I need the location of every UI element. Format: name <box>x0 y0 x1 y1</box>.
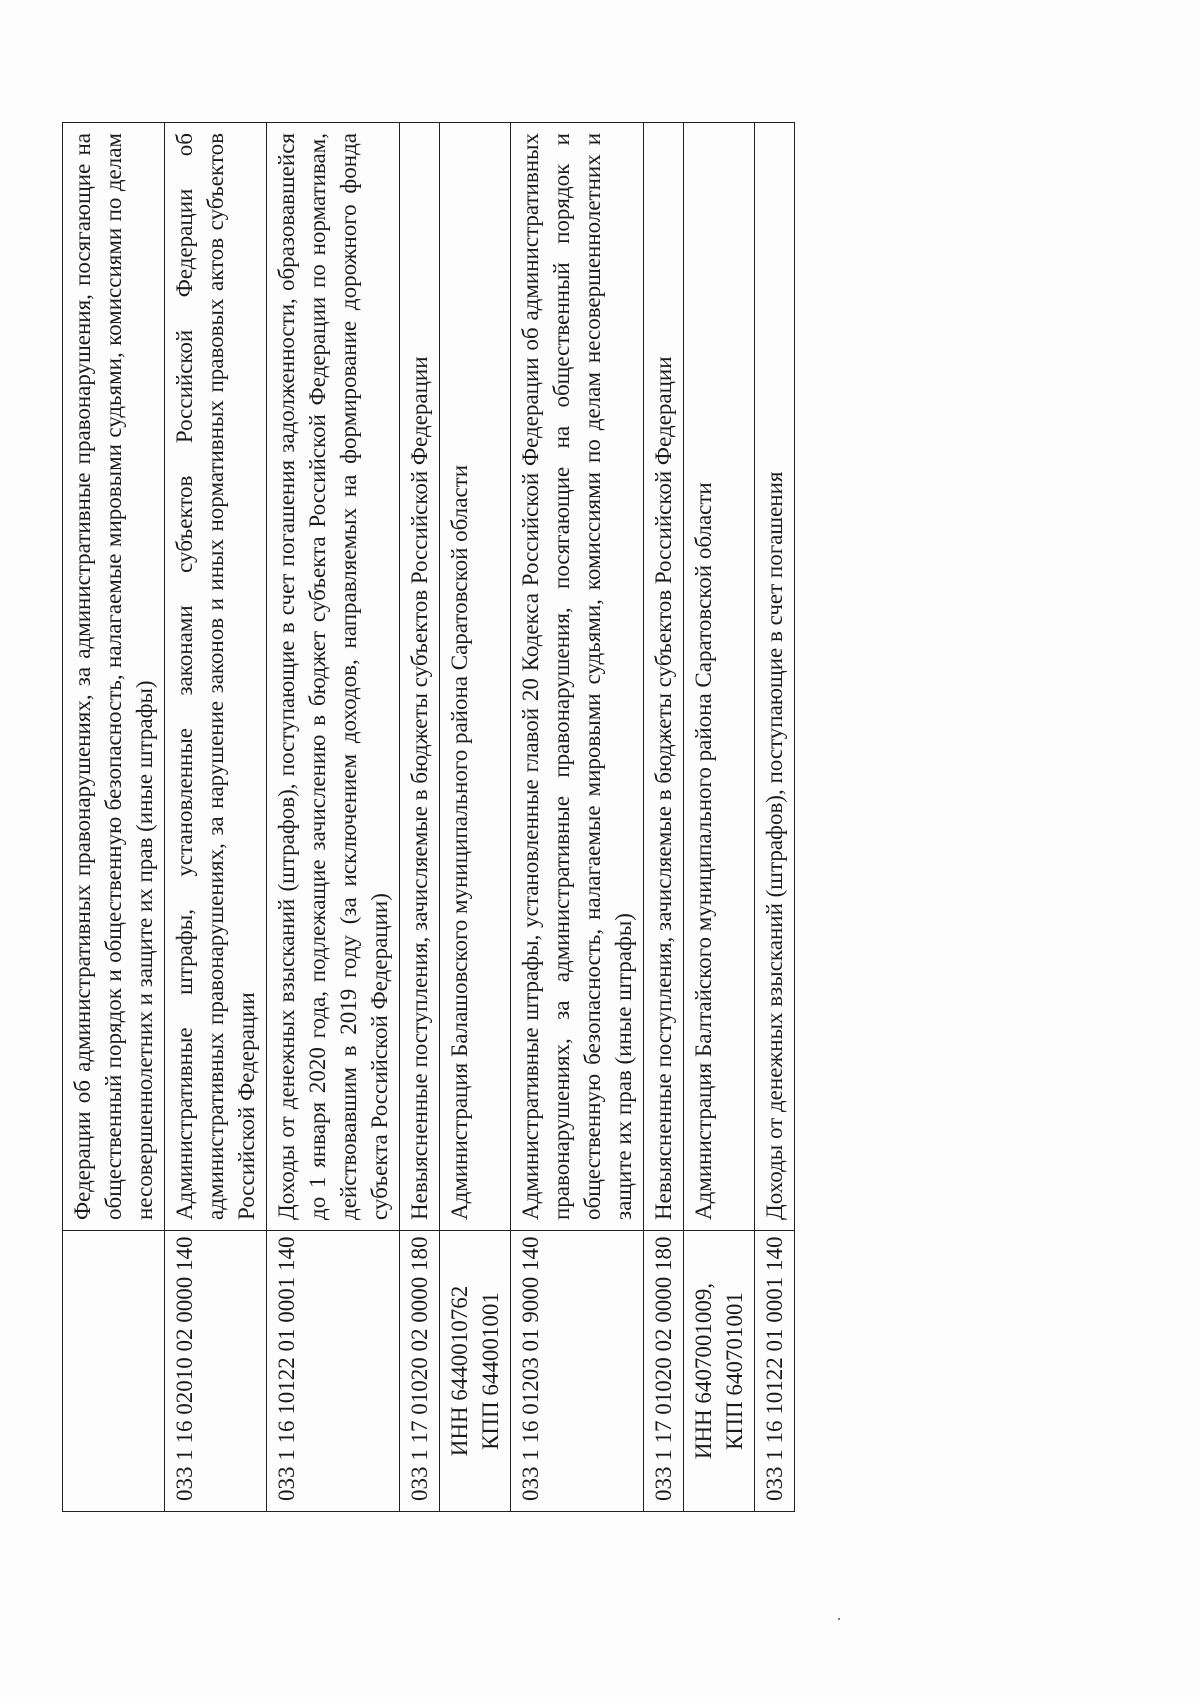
organization-row <box>684 123 755 1512</box>
code-cell: 033 1 17 01020 02 0000 180 <box>400 1231 440 1512</box>
kpp-line: КПП 640701001 <box>722 1292 747 1450</box>
description-cell: Доходы от денежных взысканий (штрафов), поступающие в счет погашения задолженности, образовавшейся до 1 января 2020 года, подлежащие зачислению в бюджет субъекта Российской Федерации по нормативам, действовавшим в 2019 году (за исключением доходов, направляемых на формирование дорожного фонда субъекта Российской Федерации) <box>267 123 400 1231</box>
organization-row <box>440 123 511 1512</box>
code-cell: 033 1 16 02010 02 0000 140 <box>165 1231 267 1512</box>
table-row <box>63 123 165 1512</box>
organization-name: Администрация Балашовского муниципального района Саратовской области <box>440 123 511 1231</box>
code-cell <box>63 1231 165 1512</box>
code-cell: 033 1 16 01203 01 9000 140 <box>511 1231 644 1512</box>
inn-line: ИНН 6440010762 <box>447 1285 472 1457</box>
scan-speck <box>838 1618 840 1620</box>
description-cell: Невыясненные поступления, зачисляемые в бюджеты субъектов Российской Федерации <box>644 123 684 1231</box>
description-cell: Административные штрафы, установленные законами субъектов Российской Федерации об административных правонарушениях, за нарушение законов и иных нормативных правовых актов субъектов Российской Федерации <box>165 123 267 1231</box>
organization-tax-ids <box>440 1231 511 1512</box>
table-row <box>400 123 440 1512</box>
code-cell: 033 1 16 10122 01 0001 140 <box>755 1231 795 1512</box>
description-cell: Доходы от денежных взысканий (штрафов), поступающие в счет погашения <box>755 123 795 1231</box>
description-cell: Федерации об административных правонарушениях, за административные правонарушения, посягающие на общественный порядок и общественную безопасность, налагаемые мировыми судьями, комиссиями по делам несовершеннолетних и защите их прав (иные штрафы) <box>63 123 165 1231</box>
inn-line: ИНН 6407001009, <box>691 1282 716 1460</box>
table-row <box>644 123 684 1512</box>
organization-name: Администрация Балтайского муниципального района Саратовской области <box>684 123 755 1231</box>
rotated-table-container <box>62 122 1112 1512</box>
description-cell: Административные штрафы, установленные главой 20 Кодекса Российской Федерации об административных правонарушениях, за административные правонарушения, посягающие на общественный порядок и общественную безопасность, налагаемые мировыми судьями, комиссиями по делам несовершеннолетних и защите их прав (иные штрафы) <box>511 123 644 1231</box>
table-row <box>267 123 400 1512</box>
code-cell: 033 1 16 10122 01 0001 140 <box>267 1231 400 1512</box>
table-row <box>755 123 795 1512</box>
kpp-line: КПП 644001001 <box>478 1292 503 1450</box>
code-cell: 033 1 17 01020 02 0000 180 <box>644 1231 684 1512</box>
description-cell: Невыясненные поступления, зачисляемые в бюджеты субъектов Российской Федерации <box>400 123 440 1231</box>
table-row <box>165 123 267 1512</box>
organization-tax-ids <box>684 1231 755 1512</box>
table-row <box>511 123 644 1512</box>
revenue-codes-table <box>62 122 795 1512</box>
